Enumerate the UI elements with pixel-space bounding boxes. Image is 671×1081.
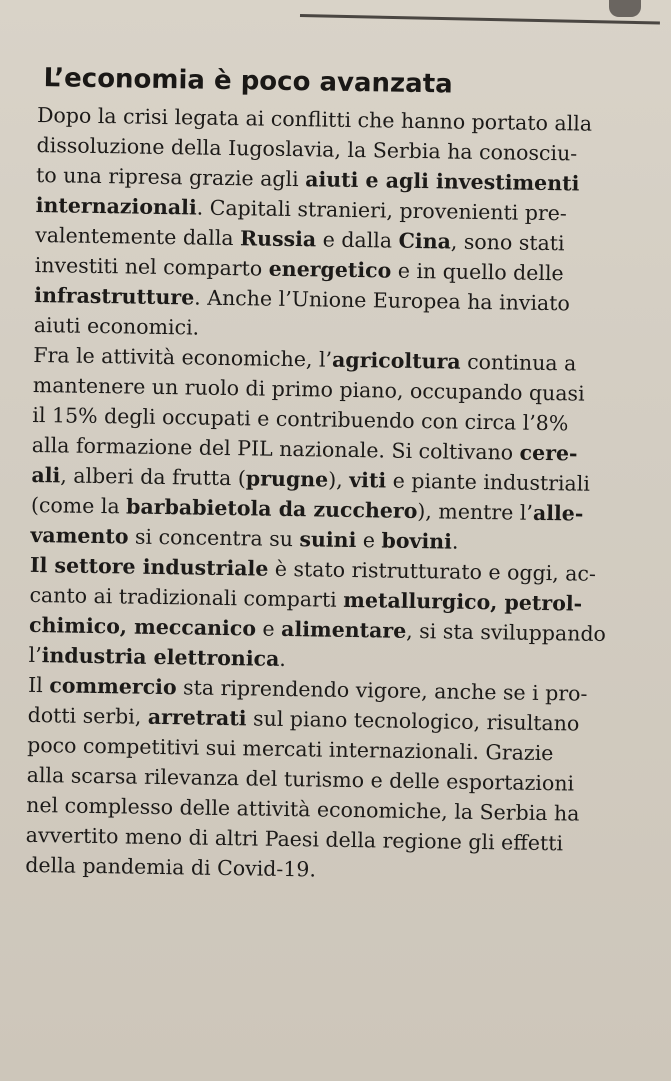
text-run: alla scarsa rilevanza del turismo e delle esportazioni [26,762,575,796]
text-run: continua a [460,349,577,376]
text-run: sul piano tecnologico, risultano [246,706,580,736]
bold-text: commercio [49,673,177,700]
paragraph [28,550,654,680]
text-run: alla formazione del PIL nazionale. Si coltivano [31,432,520,465]
text-run: Fra le attività economiche, l’ [33,342,333,372]
bold-text: aiuti e agli investimenti [304,167,580,196]
bold-text: Russia [239,226,317,252]
bold-text: chimico, meccanico [28,612,257,641]
paragraph [25,670,652,890]
text-run: , sono stati [450,229,565,256]
bold-text: energetico [268,256,392,283]
text-run: e [255,616,282,641]
paragraph [30,340,657,560]
bold-text: internazionali [35,192,197,220]
bold-text: arretrati [147,704,247,731]
bold-text: bovini [381,528,453,554]
bold-text: infrastrutture [34,282,195,310]
text-run: Dopo la crisi legata ai conflitti che hanno portato alla [36,102,593,136]
text-run: , si sta sviluppando [406,618,607,646]
text-run: avvertito meno di altri Paesi della regione gli effetti [25,822,564,856]
text-run: ), [328,467,350,492]
text-run: sta riprendendo vigore, anche se i pro- [176,675,588,706]
text-run: . [279,646,287,671]
text-run: e dalla [316,227,399,253]
bold-text: Cina [398,228,452,254]
bold-text: ali [31,462,61,488]
text-run: dotti serbi, [27,702,149,729]
text-run: to una ripresa grazie agli [35,162,306,192]
text-run: si concentra su [128,524,300,552]
text-run: . [451,529,459,554]
text-run: e piante industriali [386,468,591,496]
body-text [25,100,661,890]
bold-text: prugne [245,466,329,492]
bold-text: barbabietola da zucchero [125,494,418,524]
bold-text: viti [349,467,387,493]
text-run: aiuti economici. [33,312,200,340]
text-run: nel complesso delle attività economiche, la Serbia ha [26,792,580,826]
bold-text: alimentare [280,616,407,643]
text-run: . Anche l’Unione Europea ha inviato [194,285,571,316]
bold-text: industria elettronica [41,643,280,671]
text-run: della pandemia di Covid-19. [25,852,317,882]
bold-text: agricoltura [331,347,461,374]
text-run: è stato ristrutturato e oggi, ac- [268,556,597,586]
bold-text: alle- [532,500,584,526]
top-rule [300,14,660,25]
text-run: mantenere un ruolo di primo piano, occupando quasi [32,372,585,406]
text-run: l’ [28,642,42,668]
text-run: ), mentre l’ [417,499,534,525]
text-run: il 15% degli occupati e contribuendo con circa l’8% [32,402,569,436]
text-run: Il [27,672,50,698]
text-run: valentemente dalla [35,222,241,251]
text-run: poco competitivi sui mercati internazionali. Grazie [27,732,554,766]
text-run: dissoluzione della Iugoslavia, la Serbia ha conosciu- [36,132,578,166]
bold-text: vamento [30,522,129,549]
page-number-tab [609,0,641,17]
text-column [25,58,662,890]
section-title: L’economia è poco avanzata [43,63,453,100]
text-run: e in quello delle [391,258,564,286]
text-run: canto ai tradizionali comparti [29,582,344,612]
text-run: e [356,528,382,553]
bold-text: Il settore industriale [29,552,269,581]
bold-text: metallurgico, petrol- [343,587,583,616]
bold-text: cere- [519,440,578,466]
text-run: investiti nel comparto [34,252,269,281]
text-run: , alberi da frutta ( [60,463,247,491]
text-run: . Capitali stranieri, provenienti pre- [196,195,568,226]
paragraph [34,100,662,350]
bold-text: suini [299,527,357,553]
text-run: (come la [30,492,127,519]
